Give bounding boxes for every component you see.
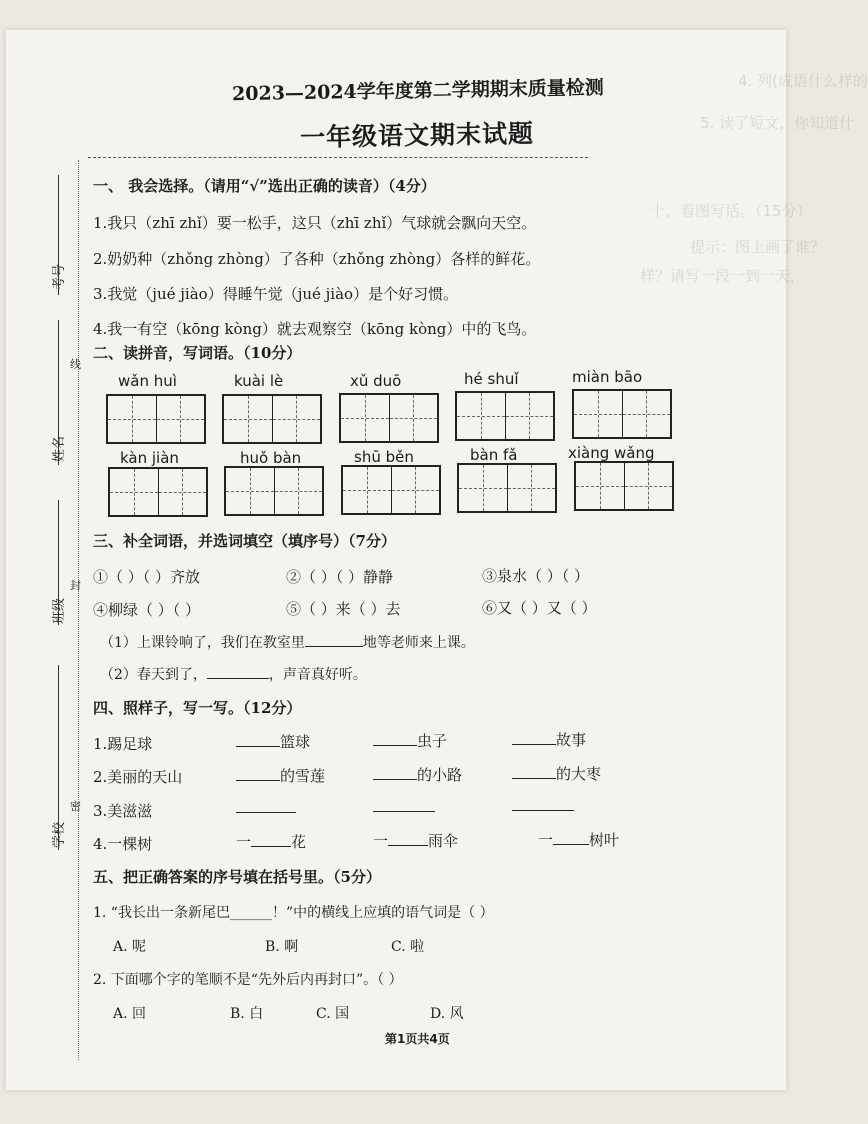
writing-box[interactable]	[574, 461, 674, 511]
option[interactable]: C. 国	[316, 1006, 350, 1022]
section2-heading: 二、读拼音，写词语。（10分）	[93, 344, 302, 362]
option[interactable]: A. 呢	[113, 939, 147, 955]
bleed-text: 5. 读了短文，你知道什	[700, 114, 855, 132]
word-fill	[236, 798, 296, 817]
word-fill: 一 雨伞	[373, 832, 459, 850]
bleed-text: 样？请写一段一到一天，	[640, 267, 806, 285]
section3-heading: 三、补全词语，并选词填空（填序号）（7分）	[93, 532, 396, 550]
writing-box[interactable]	[572, 389, 672, 439]
pinyin-label: hé shuǐ	[464, 370, 519, 388]
bleed-text: 提示：图上画了谁？	[690, 238, 826, 256]
writing-box[interactable]	[224, 466, 324, 516]
answer-blank[interactable]	[373, 731, 417, 746]
pinyin-label: huǒ bàn	[240, 449, 302, 467]
writing-box[interactable]	[339, 393, 439, 443]
pinyin-label: xiàng wǎng	[568, 444, 655, 462]
option[interactable]: A. 回	[113, 1006, 147, 1022]
pinyin-label: wǎn huì	[118, 372, 177, 390]
writing-box[interactable]	[455, 391, 555, 441]
pinyin-label: bàn fǎ	[470, 446, 518, 464]
answer-blank[interactable]	[373, 797, 435, 812]
binding-line	[78, 160, 79, 1060]
answer-blank[interactable]	[388, 831, 428, 846]
pinyin-label: kuài lè	[234, 372, 284, 390]
section1-item: 4.我一有空（kōng kòng）就去观察空（kōng kòng）中的飞鸟。	[93, 320, 537, 338]
section1-item: 1.我只（zhī zhǐ）要一松手，这只（zhī zhǐ）气球就会飘向天空。	[93, 214, 537, 232]
bleed-text: 4. 列(成语什么样的	[738, 72, 868, 90]
word-fill: 的小路	[373, 764, 462, 785]
page-number: 第1页共4页	[385, 1032, 450, 1046]
example-word: 3.美滋滋	[93, 802, 153, 820]
option[interactable]: C. 啦	[391, 939, 425, 955]
exam-no-label: 考号	[52, 263, 67, 290]
seal-char: 封	[70, 579, 81, 592]
example-word: 2.美丽的天山	[93, 768, 183, 786]
word-fill: 故事	[512, 729, 586, 750]
idiom-blank: ④柳绿（ ）（ ）	[93, 601, 201, 619]
idiom-blank: ⑥又（ ）又（ ）	[482, 599, 597, 617]
idiom-blank: ①（ ）（ ）齐放	[93, 568, 201, 586]
option[interactable]: B. 啊	[265, 939, 299, 955]
word-fill	[512, 796, 574, 815]
word-fill	[373, 797, 435, 816]
answer-blank[interactable]	[512, 764, 556, 779]
pinyin-label: xǔ duō	[350, 372, 402, 390]
idiom-blank: ⑤（ ）来（ ）去	[286, 600, 401, 618]
section4-heading: 四、照样子，写一写。（12分）	[93, 699, 302, 717]
answer-blank[interactable]	[512, 730, 556, 745]
word-fill: 的大枣	[512, 763, 601, 784]
pinyin-label: kàn jiàn	[120, 449, 179, 467]
bleed-text: 十、看图写话。（15分）	[650, 202, 812, 220]
pinyin-label: shū běn	[354, 448, 414, 466]
choice-question-2: 2. 下面哪个字的笔顺不是“先外后内再封口”。（ ）	[93, 972, 403, 988]
example-word: 1.踢足球	[93, 735, 153, 753]
writing-box[interactable]	[222, 394, 322, 444]
example-word: 4.一棵树	[93, 835, 153, 853]
option[interactable]: D. 风	[430, 1006, 464, 1022]
word-fill: 篮球	[236, 731, 310, 752]
section1-heading: 一、 我会选择。（请用“√”选出正确的读音）（4分）	[93, 177, 436, 195]
option[interactable]: B. 白	[230, 1006, 264, 1022]
answer-blank[interactable]	[305, 632, 363, 647]
word-fill: 虫子	[373, 730, 447, 751]
name-label: 姓名	[52, 435, 67, 462]
writing-box[interactable]	[341, 465, 441, 515]
answer-blank[interactable]	[236, 732, 280, 747]
section5-heading: 五、把正确答案的序号填在括号里。（5分）	[93, 868, 381, 886]
fill-sentence-1: （1）上课铃响了，我们在教室里 地等老师来上课。	[100, 632, 475, 652]
school-label: 学校	[52, 821, 67, 848]
class-label: 班级	[52, 597, 67, 624]
choice-question-1: 1. “我长出一条新尾巴______！”中的横线上应填的语气词是（ ）	[93, 905, 494, 921]
word-fill: 的雪莲	[236, 765, 325, 786]
answer-blank[interactable]	[251, 832, 291, 847]
fill-sentence-2: （2）春天到了， ，声音真好听。	[100, 664, 367, 684]
idiom-blank: ②（ ）（ ）静静	[286, 568, 394, 586]
section1-item: 2.奶奶种（zhǒng zhòng）了各种（zhǒng zhòng）各样的鲜花。	[93, 250, 541, 268]
pinyin-label: miàn bāo	[572, 368, 643, 386]
title-divider	[88, 157, 588, 158]
seal-char: 密	[70, 800, 81, 813]
writing-box[interactable]	[106, 394, 206, 444]
answer-blank[interactable]	[373, 765, 417, 780]
word-fill: 一 花	[236, 833, 307, 851]
exam-title: 一年级语文期末试题	[299, 118, 535, 153]
word-fill: 一 树叶	[538, 831, 620, 849]
idiom-blank: ③泉水（ ）（ ）	[482, 567, 590, 585]
exam-term-title: 2023—2024学年度第二学期期末质量检测	[231, 76, 604, 106]
section1-item: 3.我觉（jué jiào）得睡午觉（jué jiào）是个好习惯。	[93, 285, 459, 303]
writing-box[interactable]	[457, 463, 557, 513]
answer-blank[interactable]	[236, 766, 280, 781]
writing-box[interactable]	[108, 467, 208, 517]
seal-char: 线	[70, 358, 81, 371]
answer-blank[interactable]	[236, 798, 296, 813]
answer-blank[interactable]	[553, 830, 589, 845]
answer-blank[interactable]	[512, 796, 574, 811]
answer-blank[interactable]	[207, 664, 269, 679]
